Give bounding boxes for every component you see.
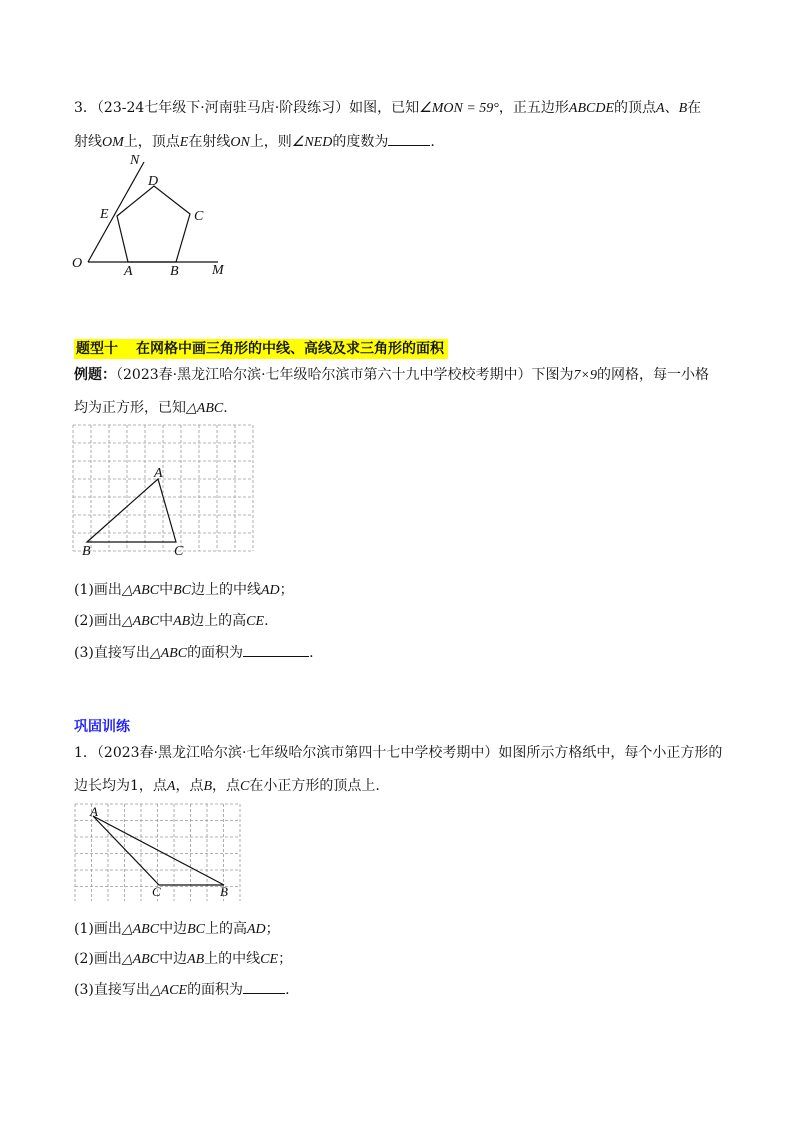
practice-heading: 巩固训练 <box>74 719 130 735</box>
grid-7x9 <box>73 425 253 551</box>
practice-q3: (3)直接写出△ACE的面积为 . <box>74 979 290 1001</box>
q3-line-2: 射线OM上，顶点E在射线ON上，则∠NED的度数为 . <box>74 131 435 153</box>
example-label: 例题： <box>74 367 116 383</box>
label-c: C <box>152 884 161 899</box>
label-b: B <box>170 264 179 279</box>
practice-q2: (2)画出△ABC中边AB上的中线CE； <box>74 951 293 967</box>
pentagon-name: ABCDE <box>568 101 614 116</box>
answer-blank[interactable] <box>388 131 430 146</box>
label-b: B <box>220 884 228 899</box>
label-a: A <box>124 264 133 279</box>
angle-ned: ∠NED <box>291 135 333 150</box>
grid-size: 7×9 <box>573 368 597 383</box>
label-c: C <box>174 544 184 559</box>
label-c: C <box>194 209 204 224</box>
practice-line-1: 1．（2023春·黑龙江哈尔滨·七年级哈尔滨市第四十七中学校考期中）如图所示方格纸中，每个小正方形的 <box>74 745 723 761</box>
practice-q1: (1)画出△ABC中边BC上的高AD； <box>74 921 280 937</box>
answer-blank[interactable] <box>243 642 309 657</box>
pentagon-abcde <box>117 186 190 262</box>
pentagon-figure <box>60 150 250 280</box>
example-line-1: 例题：（2023春·黑龙江哈尔滨·七年级哈尔滨市第六十九中学校校考期中）下图为7×9的网格，每一小格 <box>74 367 709 383</box>
answer-blank[interactable] <box>243 979 285 994</box>
q3-line-1: 3．（23-24七年级下·河南驻马店·阶段练习）如图，已知∠MON = 59°，正五边形ABCDE的顶点A、B在 <box>74 100 702 116</box>
section-heading: 题型十 在网格中画三角形的中线、高线及求三角形的面积 <box>74 339 448 359</box>
practice-grid-figure <box>72 801 252 901</box>
label-b: B <box>82 544 91 559</box>
angle-mon: ∠MON = 59° <box>419 101 499 116</box>
label-e: E <box>100 207 109 222</box>
label-o: O <box>72 256 83 271</box>
label-m: M <box>212 263 224 278</box>
example-q3: (3)直接写出△ABC的面积为 . <box>74 642 314 664</box>
example-line-2: 均为正方形，已知△ABC. <box>74 400 228 416</box>
label-n: N <box>130 153 140 168</box>
practice-line-2: 边长均为1，点A，点B，点C在小正方形的顶点上. <box>74 778 380 794</box>
label-a: A <box>154 466 163 481</box>
ray-on <box>88 162 144 262</box>
example-grid-figure <box>70 422 262 566</box>
triangle-abc <box>93 816 224 885</box>
example-q2: (2)画出△ABC中AB边上的高CE. <box>74 613 269 629</box>
label-a: A <box>90 804 98 819</box>
example-q1: (1)画出△ABC中BC边上的中线AD； <box>74 582 294 598</box>
label-d: D <box>148 174 159 189</box>
